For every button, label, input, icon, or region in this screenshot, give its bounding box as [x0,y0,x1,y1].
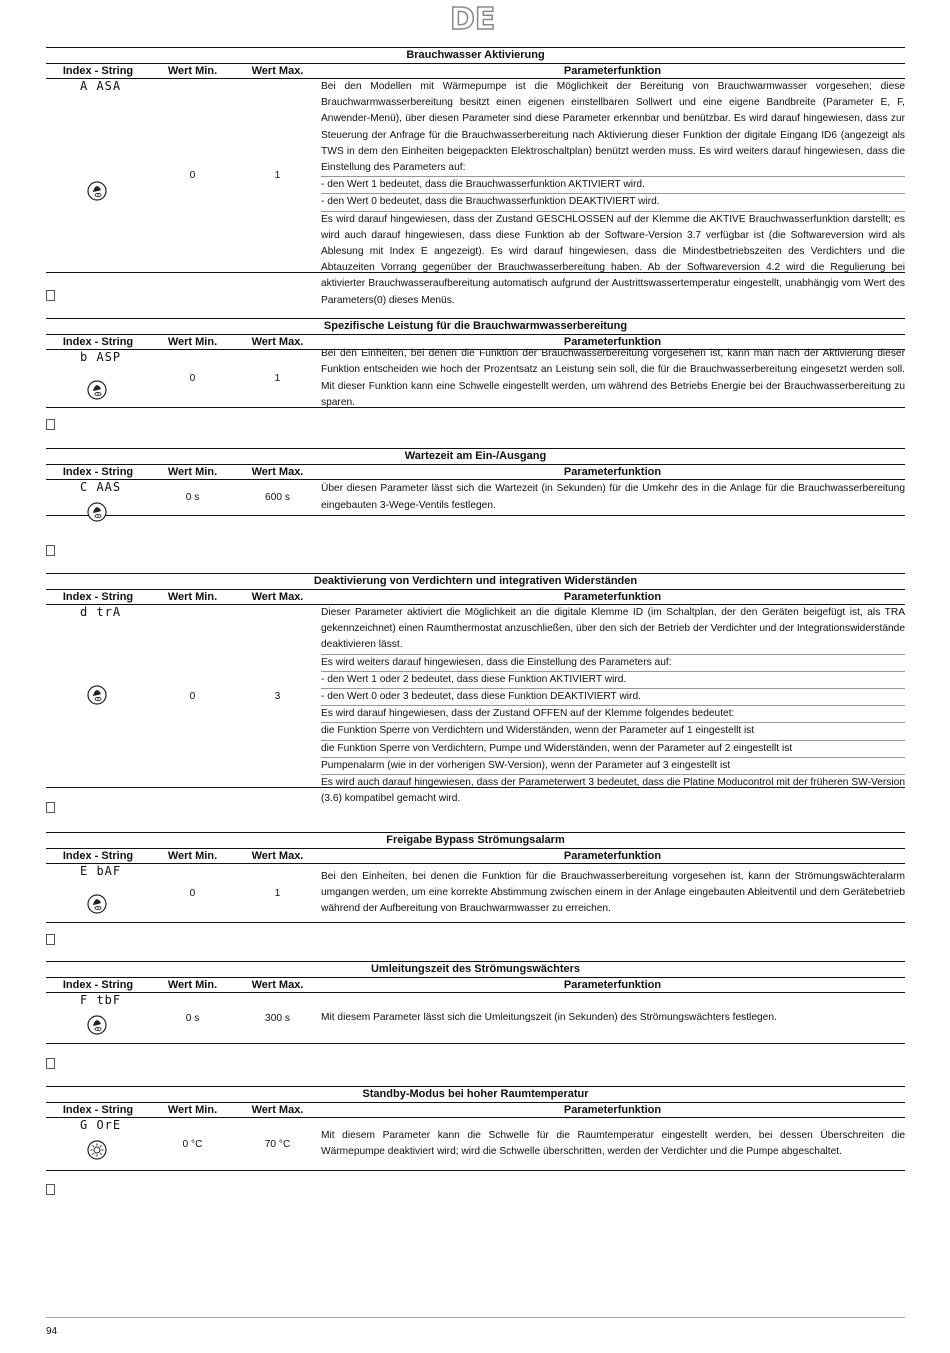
parameter-section [46,318,905,408]
table-row [46,1118,905,1171]
section-title: Spezifische Leistung für die Brauchwarmwasserbereitung [46,318,905,334]
header-max: Wert Max. [251,591,304,603]
header-index: Index - String [62,65,134,77]
parameter-description [320,1118,905,1170]
description-line: - den Wert 1 oder 2 bedeutet, dass diese Funktion AKTIVIERT wird. [321,672,905,689]
hand-settings-icon [87,181,107,201]
sun-icon [87,1140,107,1160]
min-value: 0 [189,690,196,702]
description-line: Bei den Einheiten, bei denen die Funktion der Brauchwasserbereitung vorgesehen ist, kann man nach der Aktivierung dieser Funktion entscheiden wie hoch der Prozentsatz an Leistung sein soll, die für die Brauchwasserbereitung eingesetzt werden soll. Mit dieser Funktion kann eine Schwelle eingestellt werden, um während des Betriebs Energie bei der Brauchwasserbereitung zu sparen. [321,348,905,408]
max-value: 600 s [265,492,290,503]
description-line: Es wird darauf hingewiesen, dass der Zustand GESCHLOSSEN auf der Klemme die AKTIVE Brauchwasserfunktion darstellt; es wird auch darauf hingewiesen, dass diese Funktion ab der Software-Version 3.7 verfügbar ist (die Softwareversion wird als Ablesung mit Index E angezeigt). Es wird darauf hingewiesen, dass die Mindestbetriebszeiten des Verdichters und die Abtauzeiten Vorrang gegenüber der Brauchwasserbereitung haben. Ab der Softwareversion 4.2 wird die Regulierung bei aktivierter Brauchwasseraufbereitung automatisch aufgrund der Austrittswassertemperatur eingestellt, unabhängig vom Wert des Parameters(0) dieses Menüs. [321,213,905,306]
header-index: Index - String [62,336,134,348]
parameter-code: A ASA [80,79,122,93]
table-header [46,977,905,993]
description-line: Es wird darauf hingewiesen, dass der Zustand OFFEN auf der Klemme folgendes bedeutet: [321,706,905,723]
hand-settings-icon [87,380,107,400]
min-value: 0 [189,170,196,181]
parameter-description [320,605,905,805]
placeholder-glyph [46,545,55,556]
description-line: Bei den Einheiten, bei denen die Funktion für die Brauchwasserbereitung vorgesehen ist, kann der Strömungswächteralarm umgangen werden, um eine korrekte Abstimmung zwischen einem in der Anlage eingebauten Ableitventil und dem Gerätebetrieb während der Aufbereitung von Brauchwarmwasser zu erreichen. [321,870,905,915]
header-index: Index - String [62,1104,134,1116]
parameter-description [320,993,905,1043]
table-row [46,605,905,805]
table-header [46,464,905,480]
header-max: Wert Max. [251,979,304,991]
header-max: Wert Max. [251,466,304,478]
table-row [46,480,905,516]
language-badge: DE [450,2,496,37]
parameter-section [46,47,905,306]
max-value: 1 [274,887,281,899]
parameter-code: d trA [80,605,122,619]
hand-settings-icon [87,1015,107,1035]
min-value: 0 [189,887,196,899]
description-line: Mit diesem Parameter lässt sich die Umleitungszeit (in Sekunden) des Strömungswächters festlegen. [321,1011,777,1023]
parameter-section [46,832,905,923]
page-number: 94 [46,1326,58,1337]
placeholder-glyph [46,1058,55,1069]
parameter-section [46,573,905,805]
parameter-code: F tbF [80,993,122,1007]
parameter-description [320,864,905,922]
header-max: Wert Max. [251,336,304,348]
header-min: Wert Min. [167,336,218,348]
header-min: Wert Min. [167,65,218,77]
parameter-code: b ASP [80,350,122,364]
table-header [46,63,905,79]
description-line: Dieser Parameter aktiviert die Möglichkeit an die digitale Klemme ID (im Schaltplan, der den Geräten beigefügt ist, als TRA gekennzeichnet) einen Raumthermostat anzuschließen, über den sich der Betrieb der Verdichter und der Integrationswiderstände deaktivieren lässt. [321,605,905,655]
max-value: 300 s [265,1012,290,1024]
table-header [46,589,905,605]
max-value: 3 [274,690,281,702]
description-line: - den Wert 0 bedeutet, dass die Brauchwasserfunktion DEAKTIVIERT wird. [321,194,905,211]
section-title: Freigabe Bypass Strömungsalarm [46,832,905,848]
min-value: 0 s [185,1012,200,1024]
table-header [46,848,905,864]
description-line: Es wird weiters darauf hingewiesen, dass die Einstellung des Parameters auf: [321,655,905,672]
description-line: Pumpenalarm (wie in der vorherigen SW-Version), wenn der Parameter auf 3 eingestellt ist [321,758,905,775]
placeholder-glyph [46,802,55,813]
section-title: Wartezeit am Ein-/Ausgang [46,448,905,464]
table-header [46,1102,905,1118]
min-value: 0 °C [182,1138,203,1150]
header-function: Parameterfunktion [563,466,662,478]
header-min: Wert Min. [167,850,218,862]
hand-settings-icon [87,685,107,705]
description-line: Es wird auch darauf hingewiesen, dass der Parameterwert 3 bedeutet, dass die Platine Moducontrol mit der früheren SW-Version (3.6) kompatibel gemacht wird. [321,777,905,805]
placeholder-glyph [46,419,55,430]
section-title: Standby-Modus bei hoher Raumtemperatur [46,1086,905,1102]
parameter-description [320,79,905,306]
hand-settings-icon [87,502,107,522]
parameter-description [320,350,905,407]
header-min: Wert Min. [167,591,218,603]
table-row [46,79,905,306]
parameter-code: C AAS [80,480,122,494]
header-function: Parameterfunktion [563,591,662,603]
parameter-section [46,961,905,1044]
table-row [46,350,905,408]
header-function: Parameterfunktion [563,336,662,348]
header-index: Index - String [62,466,134,478]
description-line: - den Wert 1 bedeutet, dass die Brauchwasserfunktion AKTIVIERT wird. [321,177,905,194]
description-line: die Funktion Sperre von Verdichtern, Pumpe und Widerständen, wenn der Parameter auf 2 eingestellt ist [321,741,905,758]
header-min: Wert Min. [167,1104,218,1116]
section-title: Umleitungszeit des Strömungswächters [46,961,905,977]
header-function: Parameterfunktion [563,850,662,862]
max-value: 1 [274,373,281,384]
max-value: 1 [274,170,281,181]
min-value: 0 [189,373,196,384]
description-line: Mit diesem Parameter kann die Schwelle für die Raumtemperatur eingestellt werden, bei dessen Überschreiten die Wärmepumpe deaktiviert wird; wird die Schwelle überschritten, werden der Verdichter und die Pumpe abgeschaltet. [321,1129,905,1157]
description-line: Bei den Modellen mit Wärmepumpe ist die Möglichkeit der Bereitung von Brauchwarmwasser vorgesehen; diese Brauchwarmwasserbereitung besitzt einen eigenen einstellbaren Sollwert und eine eigene Bandbreite (Parameter E, F, Anwender-Menü), über diesen Parameter sind diese Parameter erkennbar und benützbar. Es wird darauf hingewiesen, dass zur Steuerung der Anfrage für die Brauchwasserbereitung nach Aktivierung dieser Funktion der digitale Eingang ID6 (angezeigt als TWS in dem den Einheiten beigepackten Elektroschaltplan) benützt werden muss. Es wird weiters darauf hingewiesen, dass die Einstellung des Parameters auf: [321,79,905,177]
header-min: Wert Min. [167,979,218,991]
hand-settings-icon [87,894,107,914]
header-max: Wert Max. [251,850,304,862]
header-index: Index - String [62,591,134,603]
parameter-code: G OrE [80,1118,122,1132]
section-title: Brauchwasser Aktivierung [46,47,905,63]
table-row [46,993,905,1044]
table-row [46,864,905,923]
header-index: Index - String [62,979,134,991]
parameter-section [46,448,905,516]
max-value: 70 °C [264,1138,291,1150]
header-index: Index - String [62,850,134,862]
header-max: Wert Max. [251,1104,304,1116]
placeholder-glyph [46,290,55,301]
min-value: 0 s [185,492,200,503]
header-function: Parameterfunktion [563,1104,662,1116]
section-title: Deaktivierung von Verdichtern und integrativen Widerständen [46,573,905,589]
footer-divider [46,1317,905,1318]
header-max: Wert Max. [251,65,304,77]
parameter-code: E bAF [80,864,122,878]
description-line: die Funktion Sperre von Verdichtern und Widerständen, wenn der Parameter auf 1 eingestellt ist [321,723,905,740]
parameter-description [320,480,905,515]
header-min: Wert Min. [167,466,218,478]
header-function: Parameterfunktion [563,65,662,77]
placeholder-glyph [46,934,55,945]
description-line: - den Wert 0 oder 3 bedeutet, dass diese Funktion DEAKTIVIERT wird. [321,689,905,706]
placeholder-glyph [46,1184,55,1195]
parameter-section [46,1086,905,1171]
header-function: Parameterfunktion [563,979,662,991]
description-line: Über diesen Parameter lässt sich die Wartezeit (in Sekunden) für die Umkehr des in die Anlage für die Brauchwasserbereitung eingebauten 3-Wege-Ventils festlegen. [321,483,905,511]
